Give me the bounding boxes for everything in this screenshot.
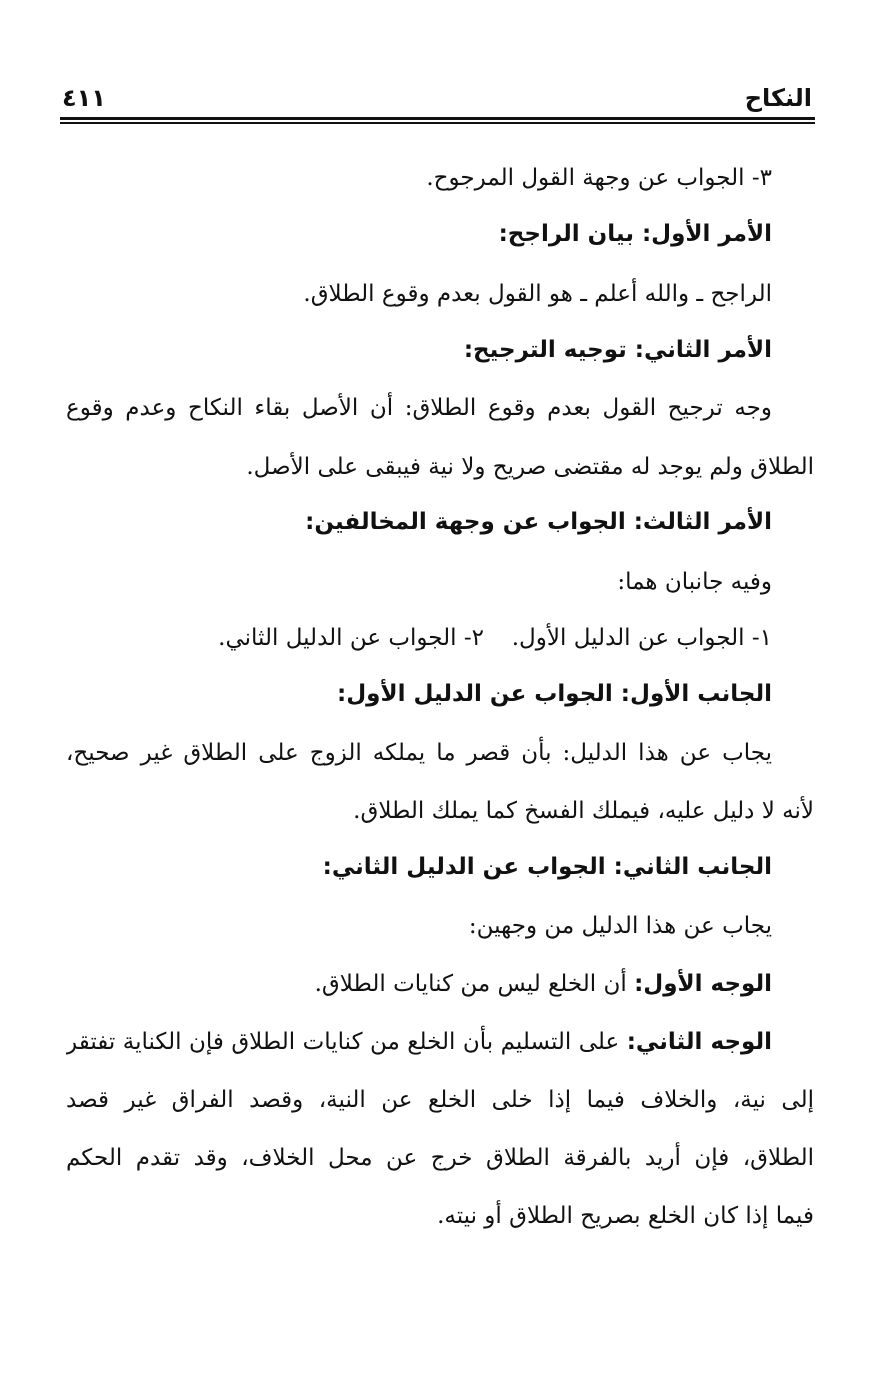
text-line: يجاب عن هذا الدليل: بأن قصر ما يملكه الزوج على الطلاق غير صحيح، bbox=[66, 740, 772, 766]
text-line: وجه ترجيح القول بعدم وقوع الطلاق: أن الأصل بقاء النكاح وعدم وقوع bbox=[66, 395, 772, 421]
header-rule-thin bbox=[60, 122, 815, 124]
header-rule-thick bbox=[60, 117, 815, 120]
text-line: لأنه لا دليل عليه، فيملك الفسخ كما يملك الطلاق. bbox=[353, 798, 814, 824]
text-line: إلى نية، والخلاف فيما إذا خلى الخلع عن النية، وقصد الفراق غير قصد bbox=[66, 1087, 814, 1113]
point-text: أن الخلع ليس من كنايات الطلاق. bbox=[314, 971, 635, 997]
point-text: على التسليم بأن الخلع من كنايات الطلاق فإن الكناية تفتقر bbox=[66, 1029, 627, 1055]
text-line: الطلاق ولم يوجد له مقتضى صريح ولا نية فيبقى على الأصل. bbox=[246, 454, 814, 480]
point-label: الوجه الثاني: bbox=[626, 1029, 772, 1055]
point-label: الوجه الأول: bbox=[634, 971, 772, 997]
page-number: ٤١١ bbox=[62, 84, 106, 112]
section-heading: الأمر الثالث: الجواب عن وجهة المخالفين: bbox=[305, 509, 772, 535]
section-heading: الجانب الأول: الجواب عن الدليل الأول: bbox=[337, 681, 772, 707]
list-item-1: ١- الجواب عن الدليل الأول. bbox=[511, 625, 772, 651]
chapter-title: النكاح bbox=[744, 84, 812, 112]
text-line: فيما إذا كان الخلع بصريح الطلاق أو نيته. bbox=[437, 1203, 814, 1229]
section-heading: الأمر الأول: بيان الراجح: bbox=[498, 221, 772, 247]
text-line: الراجح ـ والله أعلم ـ هو القول بعدم وقوع الطلاق. bbox=[303, 281, 772, 307]
list-item-2: ٢- الجواب عن الدليل الثاني. bbox=[218, 625, 484, 651]
running-header bbox=[62, 82, 814, 116]
text-line: الطلاق، فإن أريد بالفرقة الطلاق خرج عن محل الخلاف، وقد تقدم الحكم bbox=[66, 1145, 814, 1171]
section-heading: الأمر الثاني: توجيه الترجيح: bbox=[463, 337, 772, 363]
text-line: وفيه جانبان هما: bbox=[617, 569, 772, 595]
text-line bbox=[66, 1022, 814, 1062]
text-line: ٣- الجواب عن وجهة القول المرجوح. bbox=[426, 165, 772, 191]
section-heading: الجانب الثاني: الجواب عن الدليل الثاني: bbox=[322, 854, 772, 880]
text-line: يجاب عن هذا الدليل من وجهين: bbox=[468, 913, 772, 939]
text-line bbox=[315, 964, 772, 1004]
